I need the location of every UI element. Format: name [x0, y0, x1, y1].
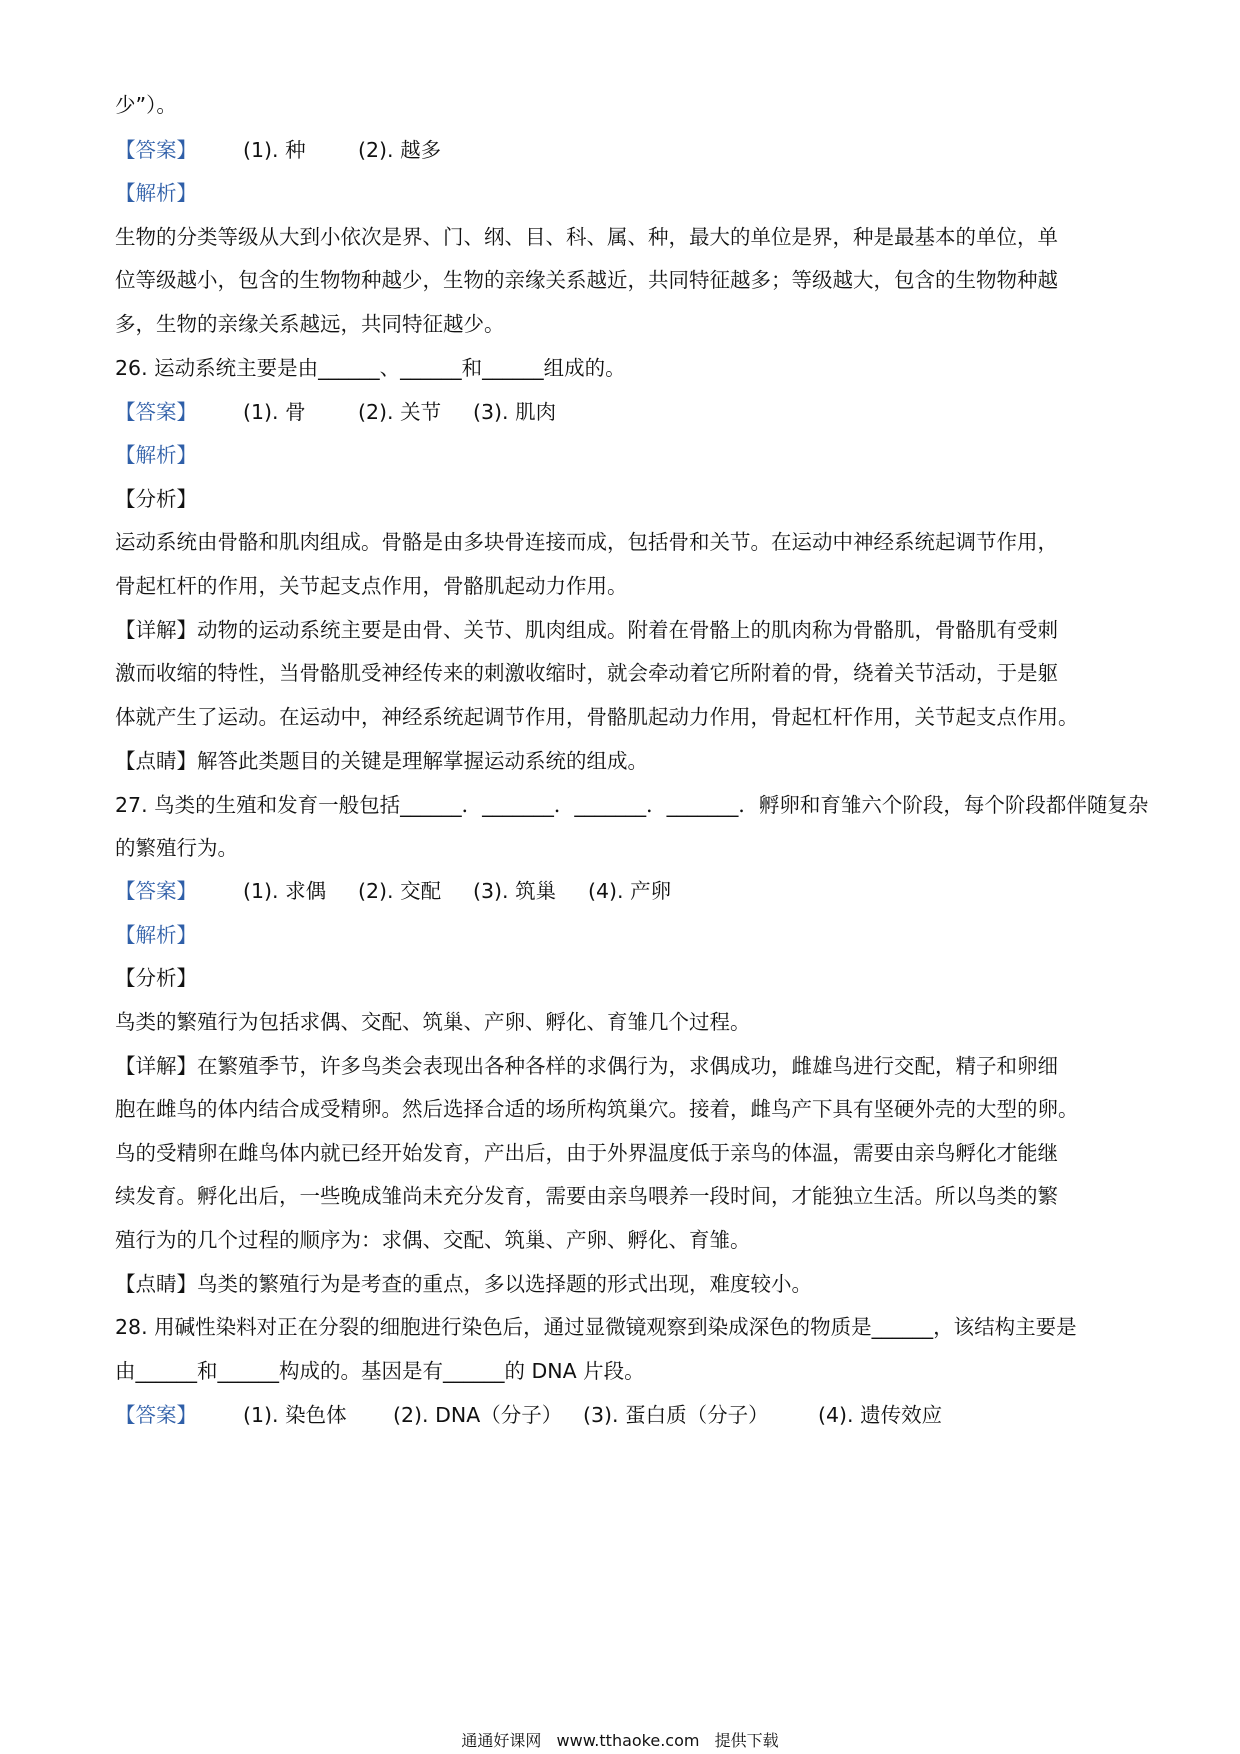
detail-line: 鸟的受精卵在雌鸟体内就已经开始发育，产出后，由于外界温度低于亲鸟的体温，需要由亲鸟孵化才能继 [115, 1141, 1058, 1165]
answer-item: (2). 交配 [358, 879, 442, 903]
question-28-line: 由______和______构成的。基因是有______的 DNA 片段。 [115, 1359, 645, 1383]
footer-site-name: 通通好课网 [461, 1731, 542, 1750]
fenxi-tag: 【分析】 [115, 487, 197, 511]
question-27-line: 的繁殖行为。 [115, 836, 238, 860]
question-26: 26. 运动系统主要是由______、______和______组成的。 [115, 356, 626, 380]
answer-item: (4). 遗传效应 [818, 1403, 943, 1427]
detail-line: 胞在雌鸟的体内结合成受精卵。然后选择合适的场所构筑巢穴。接着，雌鸟产下具有坚硬外壳的大型的卵。 [115, 1097, 1079, 1121]
q27-answer-row [115, 876, 671, 906]
detail-line: 体就产生了运动。在运动中，神经系统起调节作用，骨骼肌起动力作用，骨起杠杆作用，关节起支点作用。 [115, 705, 1079, 729]
answer-item: (1). 染色体 [243, 1403, 347, 1427]
answer-item: (3). 蛋白质（分子） [583, 1403, 769, 1427]
answer-tag: 【答案】 [115, 1403, 197, 1427]
detail-line: 【详解】在繁殖季节，许多鸟类会表现出各种各样的求偶行为，求偶成功，雌雄鸟进行交配，精子和卵细 [115, 1054, 1058, 1078]
detail-line: 激而收缩的特性，当骨骼肌受神经传来的刺激收缩时，就会牵动着它所附着的骨，绕着关节活动，于是躯 [115, 661, 1058, 685]
answer-item: (2). 越多 [358, 138, 442, 162]
analysis-tag: 【解析】 [115, 181, 197, 205]
answer-item: (2). DNA（分子） [393, 1403, 563, 1427]
answer-item: (3). 肌肉 [473, 400, 557, 424]
footer-url-link[interactable]: www.tthaoke.com [556, 1731, 700, 1750]
answer-item: (2). 关节 [358, 400, 442, 424]
q25-answer-row [115, 135, 441, 165]
dianjing-line: 【点睛】鸟类的繁殖行为是考查的重点，多以选择题的形式出现，难度较小。 [115, 1272, 812, 1296]
answer-item: (4). 产卵 [588, 879, 672, 903]
fenxi-line: 鸟类的繁殖行为包括求偶、交配、筑巢、产卵、孵化、育雏几个过程。 [115, 1010, 751, 1034]
q28-answer-row [115, 1400, 942, 1430]
analysis-tag: 【解析】 [115, 923, 197, 947]
answer-tag: 【答案】 [115, 879, 197, 903]
continued-text: 少”）。 [115, 93, 177, 117]
fenxi-tag: 【分析】 [115, 966, 197, 990]
answer-tag: 【答案】 [115, 138, 197, 162]
analysis-tag: 【解析】 [115, 443, 197, 467]
analysis-line: 位等级越小，包含的生物物种越少，生物的亲缘关系越近，共同特征越多；等级越大，包含的生物物种越 [115, 268, 1058, 292]
page-footer [0, 1730, 1240, 1752]
detail-line: 续发育。孵化出后，一些晚成雏尚未充分发育，需要由亲鸟喂养一段时间，才能独立生活。所以鸟类的繁 [115, 1184, 1058, 1208]
question-27-line: 27. 鸟类的生殖和发育一般包括______．_______．_______．_______．孵卵和育雏六个阶段，每个阶段都伴随复杂 [115, 793, 1149, 817]
answer-item: (1). 求偶 [243, 879, 327, 903]
answer-tag: 【答案】 [115, 400, 197, 424]
answer-item: (1). 种 [243, 138, 306, 162]
analysis-line: 多，生物的亲缘关系越远，共同特征越少。 [115, 312, 505, 336]
fenxi-line: 运动系统由骨骼和肌肉组成。骨骼是由多块骨连接而成，包括骨和关节。在运动中神经系统起调节作用， [115, 530, 1058, 554]
answer-item: (3). 筑巢 [473, 879, 557, 903]
footer-note: 提供下载 [714, 1731, 779, 1750]
question-28-line: 28. 用碱性染料对正在分裂的细胞进行染色后，通过显微镜观察到染成深色的物质是______，该结构主要是 [115, 1315, 1077, 1339]
detail-line: 【详解】动物的运动系统主要是由骨、关节、肌肉组成。附着在骨骼上的肌肉称为骨骼肌，骨骼肌有受刺 [115, 618, 1058, 642]
answer-item: (1). 骨 [243, 400, 306, 424]
q26-answer-row [115, 397, 556, 427]
fenxi-line: 骨起杠杆的作用，关节起支点作用，骨骼肌起动力作用。 [115, 574, 628, 598]
dianjing-line: 【点睛】解答此类题目的关键是理解掌握运动系统的组成。 [115, 749, 648, 773]
analysis-line: 生物的分类等级从大到小依次是界、门、纲、目、科、属、种，最大的单位是界，种是最基本的单位，单 [115, 225, 1058, 249]
detail-line: 殖行为的几个过程的顺序为：求偶、交配、筑巢、产卵、孵化、育雏。 [115, 1228, 751, 1252]
